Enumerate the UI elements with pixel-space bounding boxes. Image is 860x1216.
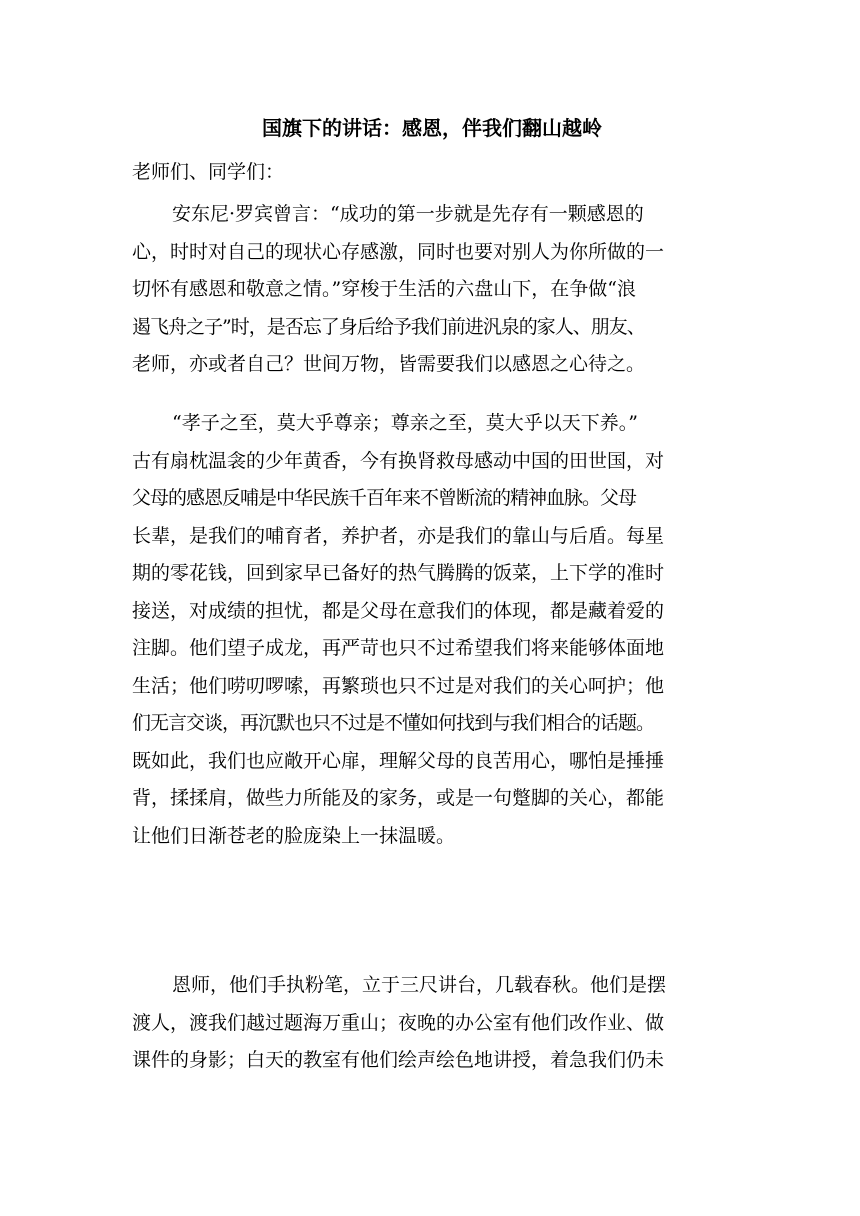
paragraph-1: [132, 196, 732, 384]
paragraph-line: “孝子之至，莫大乎尊亲；尊亲之至，莫大乎以天下养。”: [172, 412, 638, 434]
paragraph-line: 切怀有感恩和敬意之情。”穿梭于生活的六盘山下，在争做“浪: [132, 278, 636, 300]
paragraph-line: 古有扇枕温衾的少年黄香，今有换肾救母感动中国的田世国，对: [132, 449, 665, 472]
paragraph-line: 遏飞舟之子”时，是否忘了身后给予我们前进汎泉的家人、朋友、: [132, 315, 645, 338]
paragraph-line: 们无言交谈，再沉默也只不过是不懂如何找到与我们相合的话题。: [132, 712, 655, 734]
paragraph-line: 接送，对成绩的担忧，都是父母在意我们的体现，都是藏着爱的: [132, 599, 665, 622]
paragraph-line: 注脚。他们望子成龙，再严苛也只不过希望我们将来能够体面地: [132, 637, 665, 659]
paragraph-line: 父母的感恩反哺是中华民族千百年来不曾断流的精神血脉。父母: [132, 487, 637, 509]
paragraph-line: 长辈，是我们的哺育者，养护者，亦是我们的靠山与后盾。每星: [132, 524, 665, 547]
paragraph-line: 既如此，我们也应敞开心扉，理解父母的良苦用心，哪怕是捶捶: [132, 749, 665, 772]
paragraph-3: [132, 967, 732, 1080]
paragraph-line: 课件的身影；白天的教室有他们绘声绘色地讲授，着急我们仍未: [132, 1049, 665, 1071]
paragraph-line: 老师，亦或者自己？世间万物，皆需要我们以感恩之心待之。: [132, 353, 646, 375]
paragraph-line: 背，揉揉肩，做些力所能及的家务，或是一句蹩脚的关心，都能: [132, 787, 665, 809]
paragraph-line: 恩师，他们手执粉笔，立于三尺讲台，几载春秋。他们是摆: [172, 974, 667, 996]
paragraph-line: 安东尼·罗宾曾言：“成功的第一步就是先存有一颗感恩的: [172, 203, 644, 225]
paragraph-line: 期的零花钱，回到家早已备好的热气腾腾的饭菜，上下学的准时: [132, 562, 665, 584]
salutation: 老师们、同学们：: [132, 161, 285, 183]
document-title: 国旗下的讲话：感恩，伴我们翻山越岭: [262, 116, 602, 140]
paragraph-line: 渡人，渡我们越过题海万重山；夜晚的办公室有他们改作业、做: [132, 1011, 665, 1034]
paragraph-line: 心，时时对自己的现状心存感激，同时也要对别人为你所做的一: [132, 240, 665, 263]
paragraph-line: 让他们日渐苍老的脸庞染上一抹温暖。: [132, 824, 456, 847]
paragraph-2: [132, 405, 732, 855]
paragraph-line: 生活；他们唠叨啰嗦，再繁琐也只不过是对我们的关心呵护；他: [132, 674, 665, 697]
